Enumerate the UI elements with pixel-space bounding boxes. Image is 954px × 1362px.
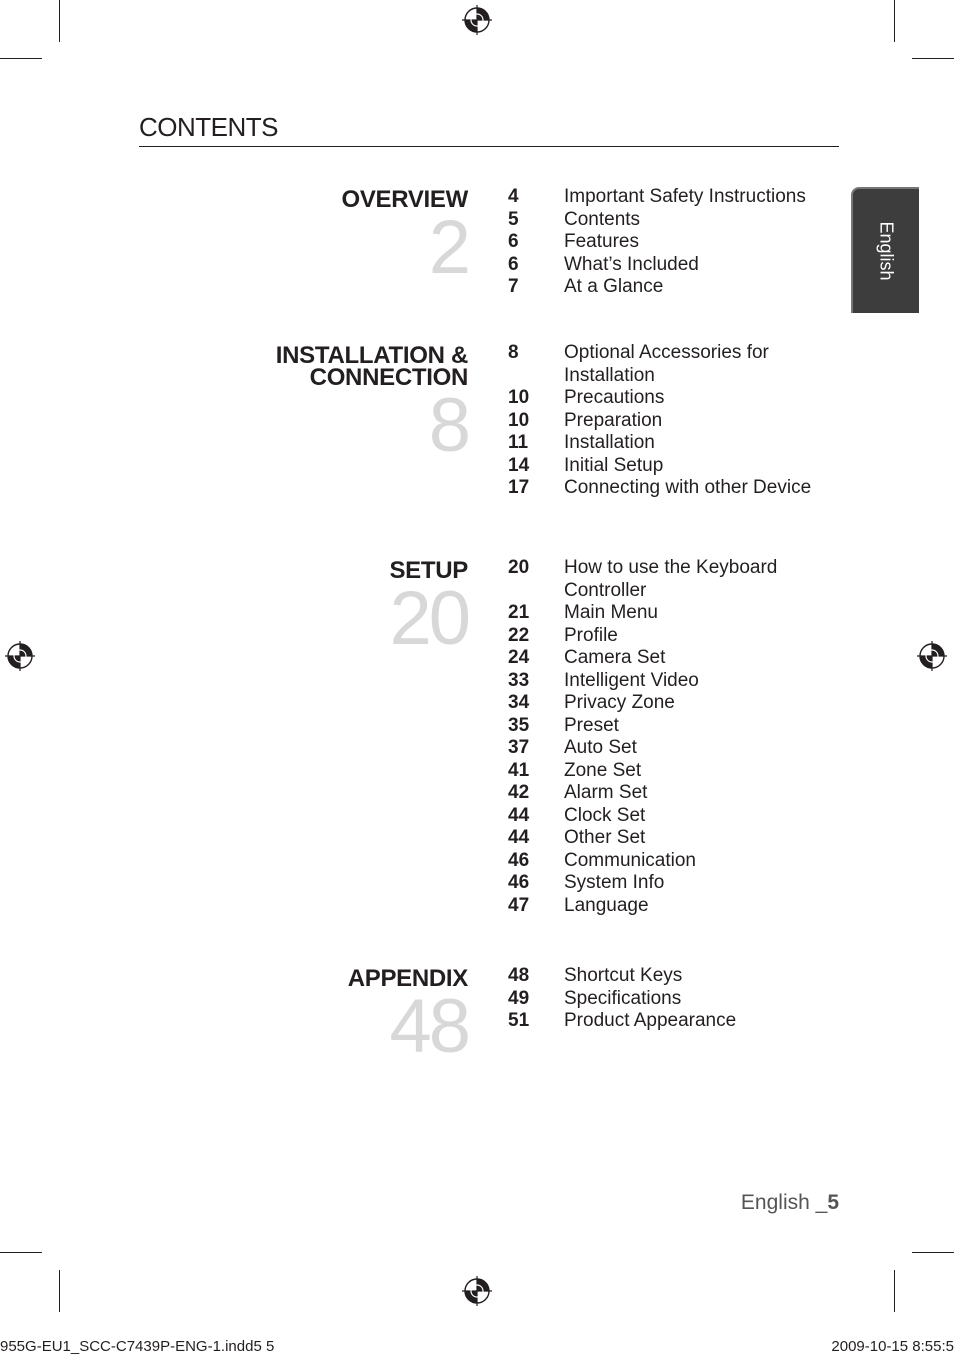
toc-list (508, 342, 838, 500)
toc-list (508, 557, 838, 917)
toc-entry-label: Communication (564, 849, 696, 871)
print-slug-timestamp: 2009-10-15 8:55:5 (831, 1338, 954, 1355)
toc-page-number: 17 (508, 477, 530, 498)
crop-mark (59, 1270, 60, 1312)
toc-entry-label: What’s Included (564, 253, 699, 275)
toc-page-number: 7 (508, 276, 519, 297)
toc-entry-label: Intelligent Video (564, 669, 699, 691)
toc-entry[interactable] (508, 387, 838, 410)
toc-entry-label: Important Safety Instructions (564, 186, 806, 207)
crop-mark (912, 58, 954, 59)
toc-entry-label: How to use the Keyboard Controller (564, 557, 778, 601)
toc-page-number: 14 (508, 454, 530, 476)
toc-page-number: 35 (508, 714, 530, 736)
toc-entry-label: Installation (564, 432, 655, 453)
toc-page-number: 24 (508, 647, 530, 668)
crop-mark (59, 0, 60, 42)
section-start-page: 2 (428, 205, 468, 290)
toc-entry[interactable] (508, 602, 838, 625)
section-title: APPENDIX (347, 965, 468, 992)
toc-entry[interactable] (508, 827, 838, 850)
toc-entry[interactable] (508, 715, 838, 738)
toc-page-number: 10 (508, 409, 530, 431)
language-tab[interactable] (851, 187, 919, 313)
toc-entry-label: Camera Set (564, 647, 666, 668)
section-start-page: 8 (428, 383, 468, 468)
toc-list (508, 186, 838, 299)
toc-entry[interactable] (508, 670, 838, 693)
toc-entry-label: Profile (564, 624, 618, 646)
toc-entry[interactable] (508, 231, 838, 254)
toc-page-number: 4 (508, 186, 519, 207)
toc-entry-label: Initial Setup (564, 454, 664, 476)
toc-page-number: 49 (508, 987, 530, 1009)
toc-entry-label: Product Appearance (564, 1010, 737, 1031)
toc-entry-label: Other Set (564, 827, 646, 848)
toc-entry-label: Specifications (564, 987, 682, 1009)
toc-entry[interactable] (508, 276, 838, 299)
toc-entry-label: Privacy Zone (564, 692, 675, 713)
toc-entry-label: System Info (564, 872, 665, 893)
section-title: OVERVIEW (341, 186, 468, 213)
crop-mark (0, 58, 42, 59)
toc-entry-label: Features (564, 231, 639, 252)
registration-mark-icon (5, 641, 35, 671)
toc-entry-label: Main Menu (564, 602, 658, 623)
toc-page-number: 47 (508, 894, 530, 916)
toc-page-number: 33 (508, 669, 530, 691)
toc-entry[interactable] (508, 477, 838, 500)
registration-mark-icon (462, 5, 492, 35)
toc-entry-label: Preparation (564, 409, 663, 431)
toc-entry[interactable] (508, 254, 838, 277)
toc-entry[interactable] (508, 760, 838, 783)
title-divider (139, 146, 839, 147)
toc-page-number: 44 (508, 804, 530, 826)
toc-page-number: 6 (508, 231, 519, 252)
toc-entry-label: Alarm Set (564, 782, 648, 803)
toc-entry-label: Precautions (564, 387, 665, 408)
toc-entry[interactable] (508, 1010, 838, 1033)
crop-mark (894, 0, 895, 42)
toc-entry-label: At a Glance (564, 276, 664, 297)
toc-page-number: 41 (508, 759, 530, 781)
toc-entry-label: Zone Set (564, 759, 642, 781)
section-title: SETUP (389, 557, 468, 584)
toc-entry-label: Preset (564, 714, 619, 736)
page-title: CONTENTS (139, 112, 278, 142)
toc-entry[interactable] (508, 692, 838, 715)
toc-entry[interactable] (508, 432, 838, 455)
section-start-page: 48 (389, 984, 468, 1069)
toc-page-number: 6 (508, 253, 519, 275)
toc-page-number: 37 (508, 737, 530, 758)
toc-entry[interactable] (508, 737, 838, 760)
toc-entry[interactable] (508, 965, 838, 988)
toc-entry[interactable] (508, 782, 838, 805)
footer-page-number (741, 1191, 839, 1215)
toc-entry[interactable] (508, 410, 838, 433)
language-tab-label: English (876, 221, 897, 281)
toc-page-number: 5 (508, 208, 519, 230)
toc-entry[interactable] (508, 988, 838, 1011)
toc-page-number: 51 (508, 1010, 530, 1031)
toc-entry-label: Clock Set (564, 804, 646, 826)
toc-entry[interactable] (508, 872, 838, 895)
toc-entry[interactable] (508, 186, 838, 209)
section-start-page: 20 (389, 576, 468, 661)
toc-entry-label: Connecting with other Device (564, 477, 812, 498)
toc-entry[interactable] (508, 557, 838, 602)
toc-entry[interactable] (508, 209, 838, 232)
print-slug-filename: 955G-EU1_SCC-C7439P-ENG-1.indd5 5 (0, 1338, 275, 1355)
toc-page-number: 20 (508, 557, 530, 578)
toc-entry[interactable] (508, 850, 838, 873)
toc-page-number: 42 (508, 782, 530, 803)
section-title-line-1: INSTALLATION & (275, 342, 468, 369)
toc-page-number: 22 (508, 624, 530, 646)
toc-entry-label: Auto Set (564, 737, 637, 758)
toc-page-number: 34 (508, 692, 530, 713)
toc-page-number: 46 (508, 872, 530, 893)
toc-page-number: 21 (508, 602, 530, 623)
toc-entry-label: Contents (564, 208, 641, 230)
toc-page-number: 46 (508, 849, 530, 871)
toc-entry-label: Optional Accessories for Installation (564, 342, 769, 386)
toc-page-number: 10 (508, 387, 530, 408)
registration-mark-icon (917, 641, 947, 671)
registration-mark-icon (462, 1276, 492, 1306)
toc-entry-label: Language (564, 894, 649, 916)
crop-mark (0, 1252, 42, 1253)
crop-mark (912, 1252, 954, 1253)
toc-page-number: 11 (508, 432, 529, 453)
crop-mark (894, 1270, 895, 1312)
section-title-line-2: CONNECTION (309, 364, 468, 391)
footer-page: 5 (827, 1191, 839, 1214)
toc-entry-label: Shortcut Keys (564, 965, 683, 986)
toc-page-number: 44 (508, 827, 530, 848)
toc-entry[interactable] (508, 895, 838, 918)
toc-entry[interactable] (508, 455, 838, 478)
toc-entry[interactable] (508, 647, 838, 670)
toc-list (508, 965, 838, 1033)
toc-page-number: 48 (508, 965, 530, 986)
toc-entry[interactable] (508, 805, 838, 828)
toc-entry[interactable] (508, 625, 838, 648)
toc-page-number: 8 (508, 342, 519, 363)
footer-language: English _ (740, 1191, 828, 1214)
toc-entry[interactable] (508, 342, 838, 387)
